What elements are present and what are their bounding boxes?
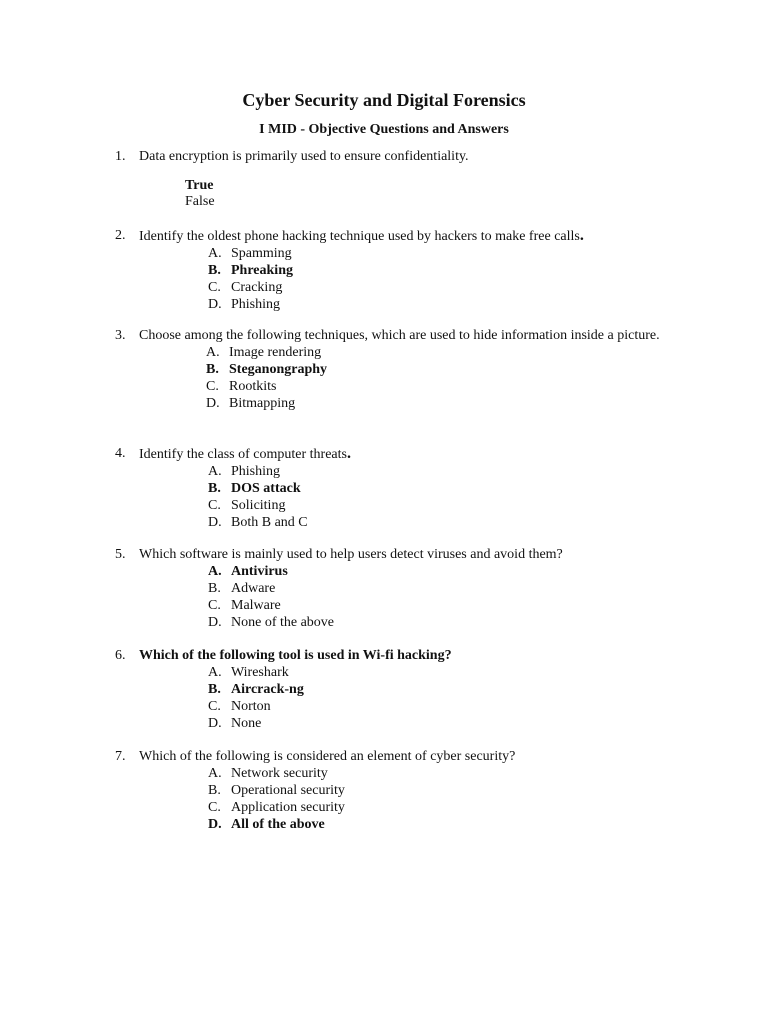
option-c: C. Rootkits bbox=[206, 379, 277, 394]
option-a: A. Wireshark bbox=[208, 665, 289, 680]
option-a: A. Antivirus bbox=[208, 564, 288, 579]
option-d: D. Bitmapping bbox=[206, 396, 296, 411]
option-a: A. Phishing bbox=[208, 464, 281, 479]
option-b: B. Phreaking bbox=[208, 263, 293, 278]
question-number: 1. bbox=[115, 149, 126, 164]
question-number: 6. bbox=[115, 648, 126, 663]
options-list bbox=[206, 344, 695, 412]
options-list bbox=[208, 463, 695, 531]
answer-false: False bbox=[185, 194, 215, 209]
option-b: B. Operational security bbox=[208, 783, 345, 798]
question-text: Which of the following is considered an element of cyber security? bbox=[139, 749, 516, 764]
question-7 bbox=[115, 748, 695, 833]
option-c: C. Cracking bbox=[208, 280, 283, 295]
document-title: Cyber Security and Digital Forensics bbox=[242, 90, 526, 110]
option-c: C. Norton bbox=[208, 699, 271, 714]
question-3 bbox=[115, 327, 695, 412]
question-number: 5. bbox=[115, 547, 126, 562]
options-list bbox=[208, 245, 695, 313]
option-a: A. Spamming bbox=[208, 246, 292, 261]
option-d: D. Phishing bbox=[208, 297, 281, 312]
option-d: D. None bbox=[208, 716, 262, 731]
question-6 bbox=[115, 647, 695, 732]
question-text: Which software is mainly used to help users detect viruses and avoid them? bbox=[139, 547, 563, 562]
options-list bbox=[208, 664, 695, 732]
question-text: Data encryption is primarily used to ensure confidentiality. bbox=[139, 149, 469, 164]
option-c: C. Malware bbox=[208, 598, 281, 613]
document-subtitle: I MID - Objective Questions and Answers bbox=[259, 122, 509, 137]
option-a: A. Image rendering bbox=[206, 345, 322, 360]
question-text: Choose among the following techniques, which are used to hide information inside a picture. bbox=[139, 328, 660, 343]
option-b: B. Steganongraphy bbox=[206, 362, 328, 377]
question-number: 7. bbox=[115, 749, 126, 764]
option-d: D. All of the above bbox=[208, 817, 325, 832]
question-number: 3. bbox=[115, 328, 126, 343]
option-b: B. Adware bbox=[208, 581, 276, 596]
question-number: 2. bbox=[115, 228, 126, 243]
question-5 bbox=[115, 546, 695, 631]
question-4 bbox=[115, 445, 695, 531]
question-1 bbox=[115, 148, 695, 165]
question-number: 4. bbox=[115, 446, 126, 461]
option-a: A. Network security bbox=[208, 766, 328, 781]
options-list bbox=[208, 563, 695, 631]
true-false-answers bbox=[185, 178, 215, 210]
question-text: Which of the following tool is used in Wi-fi hacking? bbox=[139, 648, 452, 663]
question-2 bbox=[115, 227, 695, 313]
options-list bbox=[208, 765, 695, 833]
question-text: Identify the class of computer threats. bbox=[139, 445, 351, 462]
option-b: B. DOS attack bbox=[208, 481, 301, 496]
question-text: Identify the oldest phone hacking technique used by hackers to make free calls. bbox=[139, 227, 584, 244]
option-c: C. Application security bbox=[208, 800, 345, 815]
option-d: D. Both B and C bbox=[208, 515, 308, 530]
option-b: B. Aircrack-ng bbox=[208, 682, 304, 697]
answer-true: True bbox=[185, 178, 214, 193]
option-d: D. None of the above bbox=[208, 615, 335, 630]
option-c: C. Soliciting bbox=[208, 498, 286, 513]
